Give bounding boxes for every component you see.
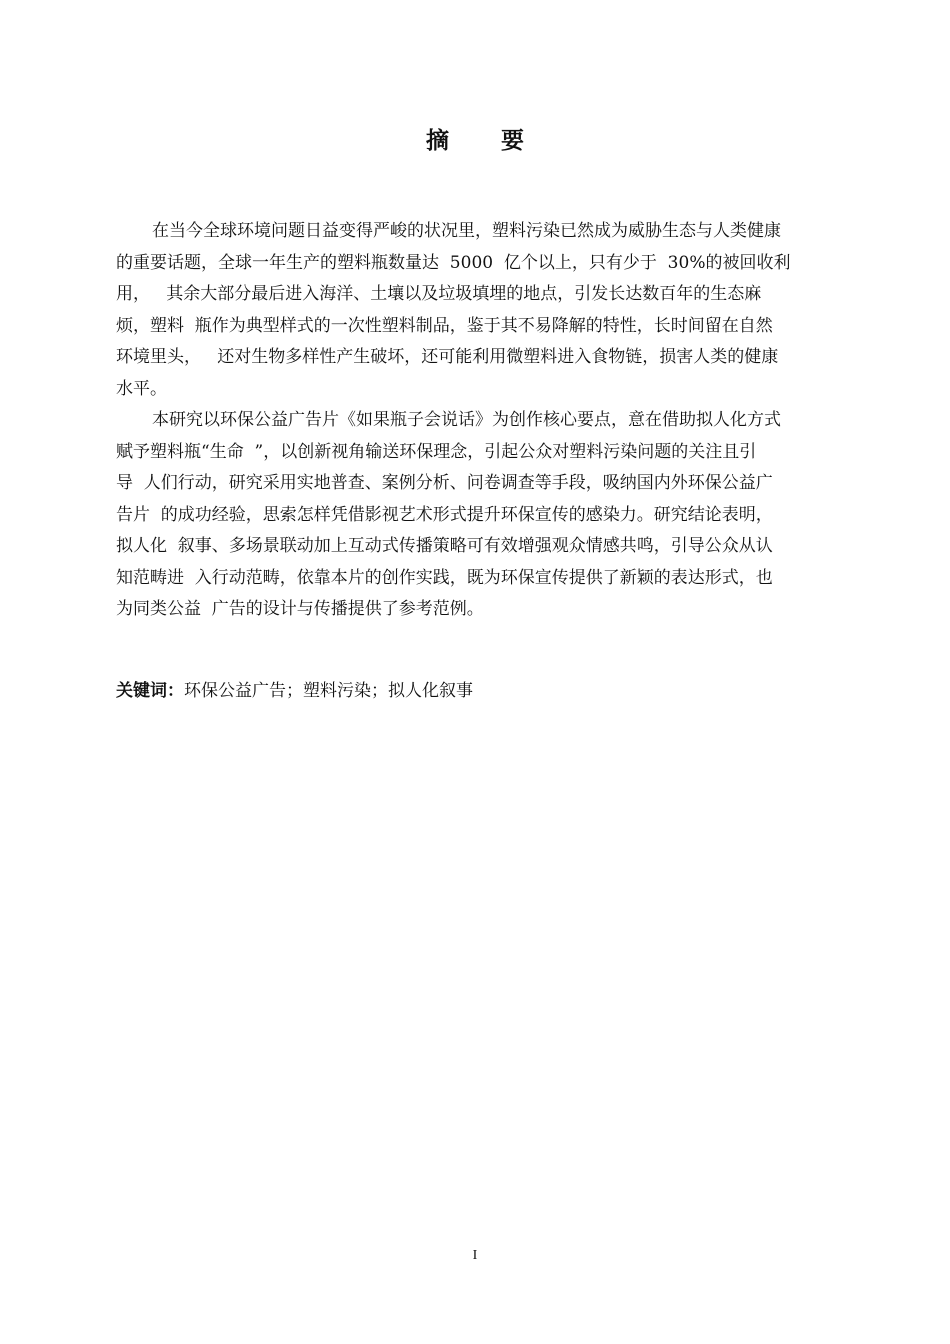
text-line: 烦，塑料 瓶作为典型样式的一次性塑料制品，鉴于其不易降解的特性，长时间留在自然 [116,315,773,336]
paragraph-1 [116,216,856,405]
page-title: 摘 要 [425,128,546,154]
text-line: 的重要话题，全球一年生产的塑料瓶数量达 5000 亿个以上，只有少于 30%的被回收利 [116,252,791,273]
text-line: 用， 其余大部分最后进入海洋、土壤以及垃圾填埋的地点，引发长达数百年的生态麻 [116,284,762,304]
abstract-body [116,216,856,626]
keywords-line [116,676,856,706]
text-line: 水平。 [116,378,167,399]
text-line: 环境里头， 还对生物多样性产生破坏，还可能利用微塑料进入食物链，损害人类的健康 [116,347,779,367]
text-line: 知范畴进 入行动范畴，依靠本片的创作实践，既为环保宣传提供了新颖的表达形式，也 [116,567,773,588]
text-line: 拟人化 叙事、多场景联动加上互动式传播策略可有效增强观众情感共鸣，引导公众从认 [116,536,773,556]
text-line: 本研究以环保公益广告片《如果瓶子会说话》为创作核心要点，意在借助拟人化方式 [152,410,781,430]
text-line: 在当今全球环境问题日益变得严峻的状况里，塑料污染已然成为威胁生态与人类健康 [152,221,781,241]
paragraph-2 [116,405,856,626]
page-number: I [472,1248,478,1263]
keywords-label: 关键词： [116,681,184,701]
text-line: 为同类公益 广告的设计与传播提供了参考范例。 [116,599,484,619]
text-line: 导 人们行动，研究采用实地普查、案例分析、问卷调查等手段，吸纳国内外环保公益广 [116,473,773,493]
keywords-text: 环保公益广告；塑料污染；拟人化叙事 [184,681,473,701]
text-line: 赋予塑料瓶“生命 ”，以创新视角输送环保理念，引起公众对塑料污染问题的关注且引 [116,441,757,462]
text-line: 告片 的成功经验，思索怎样凭借影视艺术形式提升环保宣传的感染力。研究结论表明， [116,504,773,525]
